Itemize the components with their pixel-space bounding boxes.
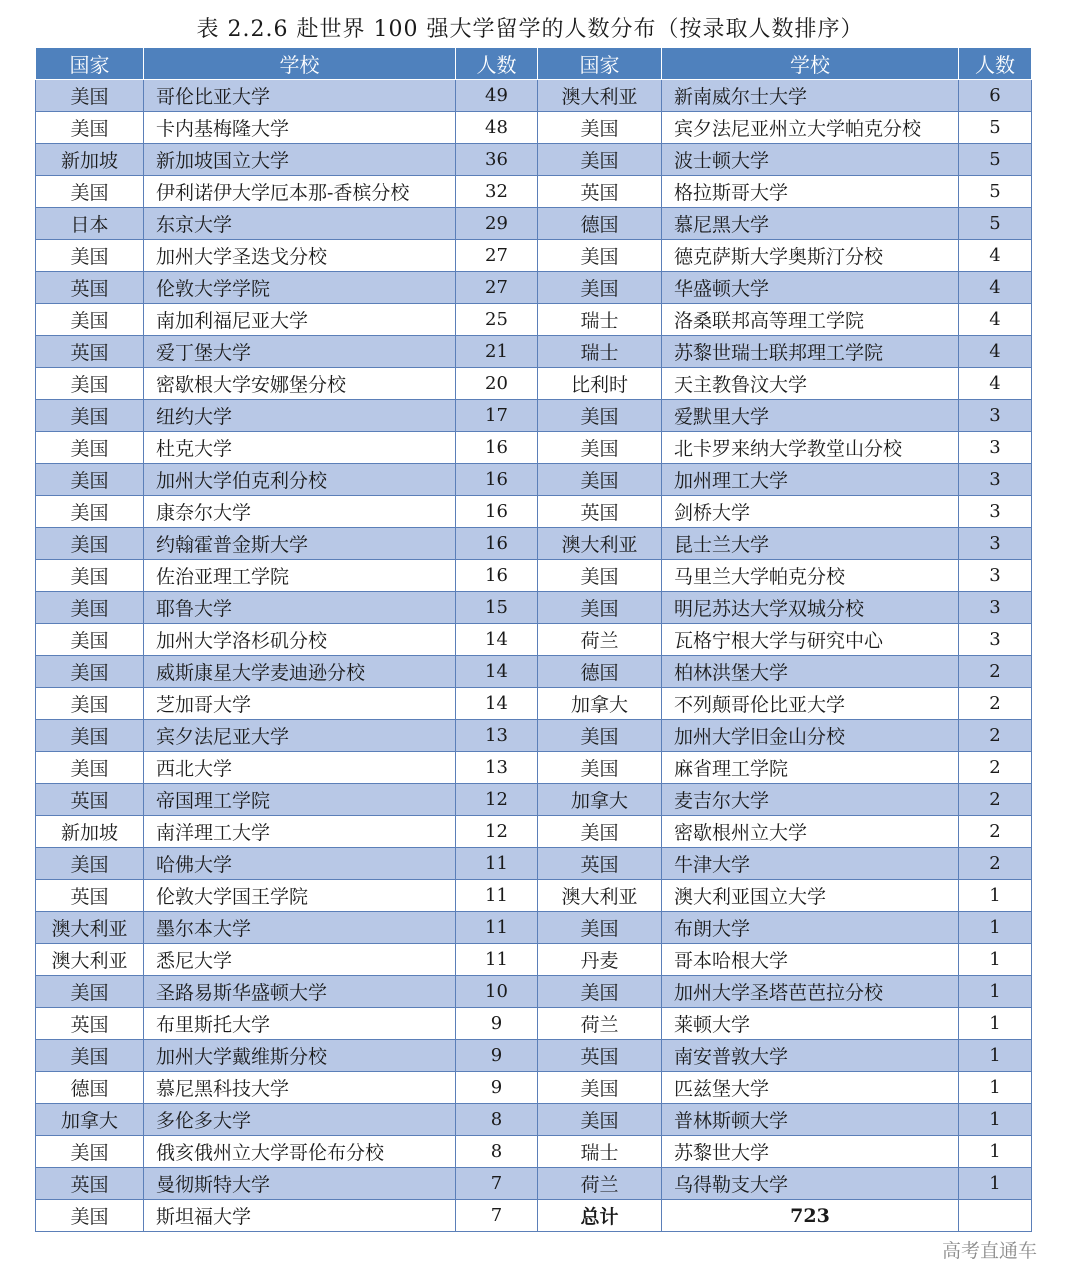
cell-school-right: 天主教鲁汶大学 [662, 368, 959, 400]
cell-count-left: 21 [456, 336, 538, 368]
cell-count-right: 2 [959, 720, 1032, 752]
cell-count-right: 3 [959, 432, 1032, 464]
cell-count-right: 3 [959, 560, 1032, 592]
cell-country-left: 美国 [36, 400, 144, 432]
cell-count-left: 15 [456, 592, 538, 624]
cell-country-right: 瑞士 [538, 1136, 662, 1168]
cell-school-left: 多伦多大学 [144, 1104, 456, 1136]
cell-count-left: 7 [456, 1200, 538, 1232]
cell-count-left: 16 [456, 528, 538, 560]
cell-country-left: 英国 [36, 880, 144, 912]
table-row [36, 528, 1032, 560]
cell-count-right: 3 [959, 528, 1032, 560]
cell-count-left: 7 [456, 1168, 538, 1200]
cell-count-right: 1 [959, 880, 1032, 912]
cell-country-right: 美国 [538, 1072, 662, 1104]
cell-country-left: 美国 [36, 656, 144, 688]
cell-country-right: 荷兰 [538, 1168, 662, 1200]
cell-count-right: 1 [959, 976, 1032, 1008]
table-row [36, 880, 1032, 912]
table-row [36, 784, 1032, 816]
table-row [36, 112, 1032, 144]
table-row [36, 80, 1032, 112]
cell-country-right: 美国 [538, 1104, 662, 1136]
cell-count-left: 27 [456, 240, 538, 272]
cell-count-right: 1 [959, 1072, 1032, 1104]
table-row-total [36, 1200, 1032, 1232]
cell-count-right: 2 [959, 752, 1032, 784]
header-school-right: 学校 [662, 48, 959, 80]
cell-count-left: 11 [456, 848, 538, 880]
cell-school-left: 俄亥俄州立大学哥伦布分校 [144, 1136, 456, 1168]
cell-school-right: 麻省理工学院 [662, 752, 959, 784]
header-count-right: 人数 [959, 48, 1032, 80]
cell-country-right: 美国 [538, 112, 662, 144]
cell-school-left: 纽约大学 [144, 400, 456, 432]
table-row [36, 688, 1032, 720]
cell-school-left: 哥伦比亚大学 [144, 80, 456, 112]
table-row [36, 368, 1032, 400]
cell-count-right: 1 [959, 912, 1032, 944]
cell-count-right: 2 [959, 784, 1032, 816]
cell-count-left: 16 [456, 464, 538, 496]
cell-country-right: 英国 [538, 1040, 662, 1072]
cell-count-right: 1 [959, 1040, 1032, 1072]
total-value: 723 [662, 1200, 959, 1232]
cell-count-right: 1 [959, 1168, 1032, 1200]
cell-count-right [959, 1200, 1032, 1232]
university-table [35, 47, 1032, 1232]
cell-school-left: 斯坦福大学 [144, 1200, 456, 1232]
cell-school-right: 莱顿大学 [662, 1008, 959, 1040]
cell-country-right: 丹麦 [538, 944, 662, 976]
cell-school-left: 卡内基梅隆大学 [144, 112, 456, 144]
cell-count-left: 9 [456, 1072, 538, 1104]
table-row [36, 624, 1032, 656]
cell-count-left: 9 [456, 1040, 538, 1072]
cell-country-left: 美国 [36, 560, 144, 592]
cell-school-right: 匹兹堡大学 [662, 1072, 959, 1104]
cell-country-right: 美国 [538, 752, 662, 784]
cell-count-left: 27 [456, 272, 538, 304]
cell-country-left: 美国 [36, 1200, 144, 1232]
cell-country-right: 美国 [538, 560, 662, 592]
cell-country-right: 美国 [538, 432, 662, 464]
cell-school-right: 剑桥大学 [662, 496, 959, 528]
cell-school-right: 柏林洪堡大学 [662, 656, 959, 688]
table-row [36, 848, 1032, 880]
cell-country-right: 英国 [538, 176, 662, 208]
cell-country-right: 比利时 [538, 368, 662, 400]
cell-country-right: 瑞士 [538, 304, 662, 336]
cell-school-right: 北卡罗来纳大学教堂山分校 [662, 432, 959, 464]
cell-country-left: 美国 [36, 976, 144, 1008]
table-row [36, 1136, 1032, 1168]
cell-country-left: 美国 [36, 688, 144, 720]
cell-school-left: 曼彻斯特大学 [144, 1168, 456, 1200]
cell-school-left: 慕尼黑科技大学 [144, 1072, 456, 1104]
cell-country-right: 美国 [538, 240, 662, 272]
cell-count-left: 16 [456, 560, 538, 592]
cell-school-right: 澳大利亚国立大学 [662, 880, 959, 912]
cell-count-left: 16 [456, 432, 538, 464]
cell-country-left: 美国 [36, 80, 144, 112]
cell-school-right: 格拉斯哥大学 [662, 176, 959, 208]
cell-count-left: 17 [456, 400, 538, 432]
cell-country-right: 美国 [538, 912, 662, 944]
cell-school-left: 哈佛大学 [144, 848, 456, 880]
cell-school-left: 爱丁堡大学 [144, 336, 456, 368]
cell-school-right: 加州大学旧金山分校 [662, 720, 959, 752]
cell-school-right: 牛津大学 [662, 848, 959, 880]
cell-count-left: 14 [456, 656, 538, 688]
cell-country-left: 美国 [36, 624, 144, 656]
cell-count-left: 11 [456, 944, 538, 976]
cell-country-right: 荷兰 [538, 624, 662, 656]
table-row [36, 656, 1032, 688]
cell-school-left: 圣路易斯华盛顿大学 [144, 976, 456, 1008]
cell-school-right: 慕尼黑大学 [662, 208, 959, 240]
table-row [36, 720, 1032, 752]
cell-school-left: 杜克大学 [144, 432, 456, 464]
cell-count-left: 8 [456, 1104, 538, 1136]
cell-country-right: 美国 [538, 592, 662, 624]
table-row [36, 432, 1032, 464]
cell-school-left: 南加利福尼亚大学 [144, 304, 456, 336]
cell-school-right: 苏黎世瑞士联邦理工学院 [662, 336, 959, 368]
cell-count-left: 12 [456, 784, 538, 816]
cell-count-right: 5 [959, 144, 1032, 176]
cell-school-right: 哥本哈根大学 [662, 944, 959, 976]
cell-country-left: 加拿大 [36, 1104, 144, 1136]
table-row [36, 912, 1032, 944]
table-row [36, 336, 1032, 368]
header-count-left: 人数 [456, 48, 538, 80]
cell-count-left: 25 [456, 304, 538, 336]
cell-count-right: 2 [959, 816, 1032, 848]
cell-count-left: 13 [456, 752, 538, 784]
table-row [36, 1104, 1032, 1136]
cell-school-right: 宾夕法尼亚州立大学帕克分校 [662, 112, 959, 144]
cell-school-right: 马里兰大学帕克分校 [662, 560, 959, 592]
cell-country-right: 瑞士 [538, 336, 662, 368]
cell-country-right: 加拿大 [538, 688, 662, 720]
cell-count-right: 3 [959, 624, 1032, 656]
cell-country-right: 美国 [538, 816, 662, 848]
table-row [36, 752, 1032, 784]
table-row [36, 240, 1032, 272]
cell-country-right: 美国 [538, 976, 662, 1008]
cell-school-left: 加州大学伯克利分校 [144, 464, 456, 496]
cell-country-right: 美国 [538, 144, 662, 176]
cell-school-right: 明尼苏达大学双城分校 [662, 592, 959, 624]
cell-country-left: 德国 [36, 1072, 144, 1104]
cell-count-right: 3 [959, 496, 1032, 528]
table-row [36, 304, 1032, 336]
table-row [36, 1168, 1032, 1200]
cell-count-left: 13 [456, 720, 538, 752]
cell-count-right: 3 [959, 464, 1032, 496]
cell-count-left: 36 [456, 144, 538, 176]
cell-count-right: 2 [959, 656, 1032, 688]
cell-country-left: 英国 [36, 1168, 144, 1200]
cell-country-left: 美国 [36, 1040, 144, 1072]
cell-school-right: 密歇根州立大学 [662, 816, 959, 848]
cell-count-left: 20 [456, 368, 538, 400]
cell-country-right: 德国 [538, 208, 662, 240]
cell-country-left: 英国 [36, 336, 144, 368]
table-row [36, 1008, 1032, 1040]
cell-count-right: 1 [959, 1136, 1032, 1168]
table-row [36, 944, 1032, 976]
table-row [36, 464, 1032, 496]
cell-country-left: 美国 [36, 528, 144, 560]
cell-count-right: 5 [959, 112, 1032, 144]
table-row [36, 176, 1032, 208]
cell-count-right: 1 [959, 944, 1032, 976]
cell-count-left: 32 [456, 176, 538, 208]
cell-count-right: 4 [959, 368, 1032, 400]
cell-country-right: 荷兰 [538, 1008, 662, 1040]
cell-country-left: 美国 [36, 432, 144, 464]
cell-school-right: 洛桑联邦高等理工学院 [662, 304, 959, 336]
cell-country-left: 美国 [36, 1136, 144, 1168]
cell-count-right: 4 [959, 336, 1032, 368]
cell-school-right: 不列颠哥伦比亚大学 [662, 688, 959, 720]
cell-country-left: 美国 [36, 848, 144, 880]
cell-count-right: 5 [959, 208, 1032, 240]
cell-school-left: 南洋理工大学 [144, 816, 456, 848]
cell-school-left: 约翰霍普金斯大学 [144, 528, 456, 560]
cell-count-left: 48 [456, 112, 538, 144]
cell-country-right: 澳大利亚 [538, 528, 662, 560]
cell-count-right: 2 [959, 688, 1032, 720]
table-title: 表 2.2.6 赴世界 100 强大学留学的人数分布（按录取人数排序） [196, 17, 864, 42]
header-country-left: 国家 [36, 48, 144, 80]
table-row [36, 816, 1032, 848]
cell-country-left: 美国 [36, 304, 144, 336]
cell-count-left: 14 [456, 688, 538, 720]
cell-count-left: 29 [456, 208, 538, 240]
cell-country-right: 美国 [538, 400, 662, 432]
table-row [36, 1040, 1032, 1072]
cell-school-left: 密歇根大学安娜堡分校 [144, 368, 456, 400]
cell-school-left: 布里斯托大学 [144, 1008, 456, 1040]
table-row [36, 400, 1032, 432]
cell-school-left: 芝加哥大学 [144, 688, 456, 720]
cell-school-right: 瓦格宁根大学与研究中心 [662, 624, 959, 656]
cell-count-right: 4 [959, 304, 1032, 336]
cell-school-left: 帝国理工学院 [144, 784, 456, 816]
cell-school-right: 南安普敦大学 [662, 1040, 959, 1072]
total-label: 总计 [538, 1200, 662, 1232]
cell-country-left: 美国 [36, 464, 144, 496]
cell-school-left: 伊利诺伊大学厄本那-香槟分校 [144, 176, 456, 208]
cell-country-left: 美国 [36, 592, 144, 624]
cell-country-left: 美国 [36, 496, 144, 528]
cell-country-left: 澳大利亚 [36, 944, 144, 976]
table-row [36, 976, 1032, 1008]
cell-count-left: 10 [456, 976, 538, 1008]
cell-school-left: 加州大学洛杉矶分校 [144, 624, 456, 656]
cell-school-right: 华盛顿大学 [662, 272, 959, 304]
cell-school-left: 墨尔本大学 [144, 912, 456, 944]
cell-country-left: 美国 [36, 368, 144, 400]
cell-school-left: 东京大学 [144, 208, 456, 240]
cell-school-left: 耶鲁大学 [144, 592, 456, 624]
table-row [36, 560, 1032, 592]
cell-count-right: 2 [959, 848, 1032, 880]
cell-count-right: 4 [959, 272, 1032, 304]
cell-school-left: 佐治亚理工学院 [144, 560, 456, 592]
cell-country-left: 日本 [36, 208, 144, 240]
cell-country-right: 澳大利亚 [538, 80, 662, 112]
cell-country-left: 新加坡 [36, 144, 144, 176]
cell-country-right: 英国 [538, 496, 662, 528]
cell-school-left: 伦敦大学国王学院 [144, 880, 456, 912]
table-row [36, 1072, 1032, 1104]
cell-count-right: 4 [959, 240, 1032, 272]
cell-count-left: 9 [456, 1008, 538, 1040]
cell-school-right: 苏黎世大学 [662, 1136, 959, 1168]
cell-count-right: 1 [959, 1008, 1032, 1040]
cell-count-left: 14 [456, 624, 538, 656]
cell-country-left: 英国 [36, 1008, 144, 1040]
cell-school-left: 新加坡国立大学 [144, 144, 456, 176]
cell-school-right: 布朗大学 [662, 912, 959, 944]
cell-school-left: 悉尼大学 [144, 944, 456, 976]
cell-school-left: 加州大学圣迭戈分校 [144, 240, 456, 272]
cell-country-right: 加拿大 [538, 784, 662, 816]
cell-count-left: 12 [456, 816, 538, 848]
cell-school-right: 德克萨斯大学奥斯汀分校 [662, 240, 959, 272]
cell-school-right: 波士顿大学 [662, 144, 959, 176]
cell-country-right: 美国 [538, 464, 662, 496]
cell-school-right: 普林斯顿大学 [662, 1104, 959, 1136]
cell-country-right: 美国 [538, 272, 662, 304]
cell-school-left: 伦敦大学学院 [144, 272, 456, 304]
cell-school-right: 加州大学圣塔芭芭拉分校 [662, 976, 959, 1008]
cell-country-right: 澳大利亚 [538, 880, 662, 912]
cell-count-left: 49 [456, 80, 538, 112]
cell-count-left: 16 [456, 496, 538, 528]
cell-country-left: 美国 [36, 176, 144, 208]
cell-country-right: 英国 [538, 848, 662, 880]
table-row [36, 208, 1032, 240]
cell-school-right: 麦吉尔大学 [662, 784, 959, 816]
cell-country-left: 澳大利亚 [36, 912, 144, 944]
cell-country-right: 德国 [538, 656, 662, 688]
cell-count-left: 11 [456, 912, 538, 944]
cell-country-left: 美国 [36, 720, 144, 752]
cell-count-right: 6 [959, 80, 1032, 112]
cell-count-left: 8 [456, 1136, 538, 1168]
table-row [36, 592, 1032, 624]
cell-country-left: 英国 [36, 784, 144, 816]
table-row [36, 272, 1032, 304]
cell-country-left: 英国 [36, 272, 144, 304]
cell-country-right: 美国 [538, 720, 662, 752]
header-school-left: 学校 [144, 48, 456, 80]
watermark: 高考直通车 [942, 1240, 1038, 1262]
cell-school-left: 宾夕法尼亚大学 [144, 720, 456, 752]
cell-school-left: 加州大学戴维斯分校 [144, 1040, 456, 1072]
cell-count-right: 3 [959, 400, 1032, 432]
cell-school-right: 新南威尔士大学 [662, 80, 959, 112]
cell-country-left: 美国 [36, 240, 144, 272]
header-country-right: 国家 [538, 48, 662, 80]
cell-count-right: 5 [959, 176, 1032, 208]
table-body [36, 80, 1032, 1232]
cell-country-left: 美国 [36, 752, 144, 784]
cell-school-right: 加州理工大学 [662, 464, 959, 496]
cell-country-left: 美国 [36, 112, 144, 144]
header-row [36, 48, 1032, 80]
cell-count-right: 3 [959, 592, 1032, 624]
cell-school-right: 爱默里大学 [662, 400, 959, 432]
cell-school-right: 乌得勒支大学 [662, 1168, 959, 1200]
table-row [36, 496, 1032, 528]
cell-school-right: 昆士兰大学 [662, 528, 959, 560]
cell-count-right: 1 [959, 1104, 1032, 1136]
cell-country-left: 新加坡 [36, 816, 144, 848]
cell-school-left: 西北大学 [144, 752, 456, 784]
table-row [36, 144, 1032, 176]
cell-school-left: 康奈尔大学 [144, 496, 456, 528]
cell-count-left: 11 [456, 880, 538, 912]
cell-school-left: 威斯康星大学麦迪逊分校 [144, 656, 456, 688]
